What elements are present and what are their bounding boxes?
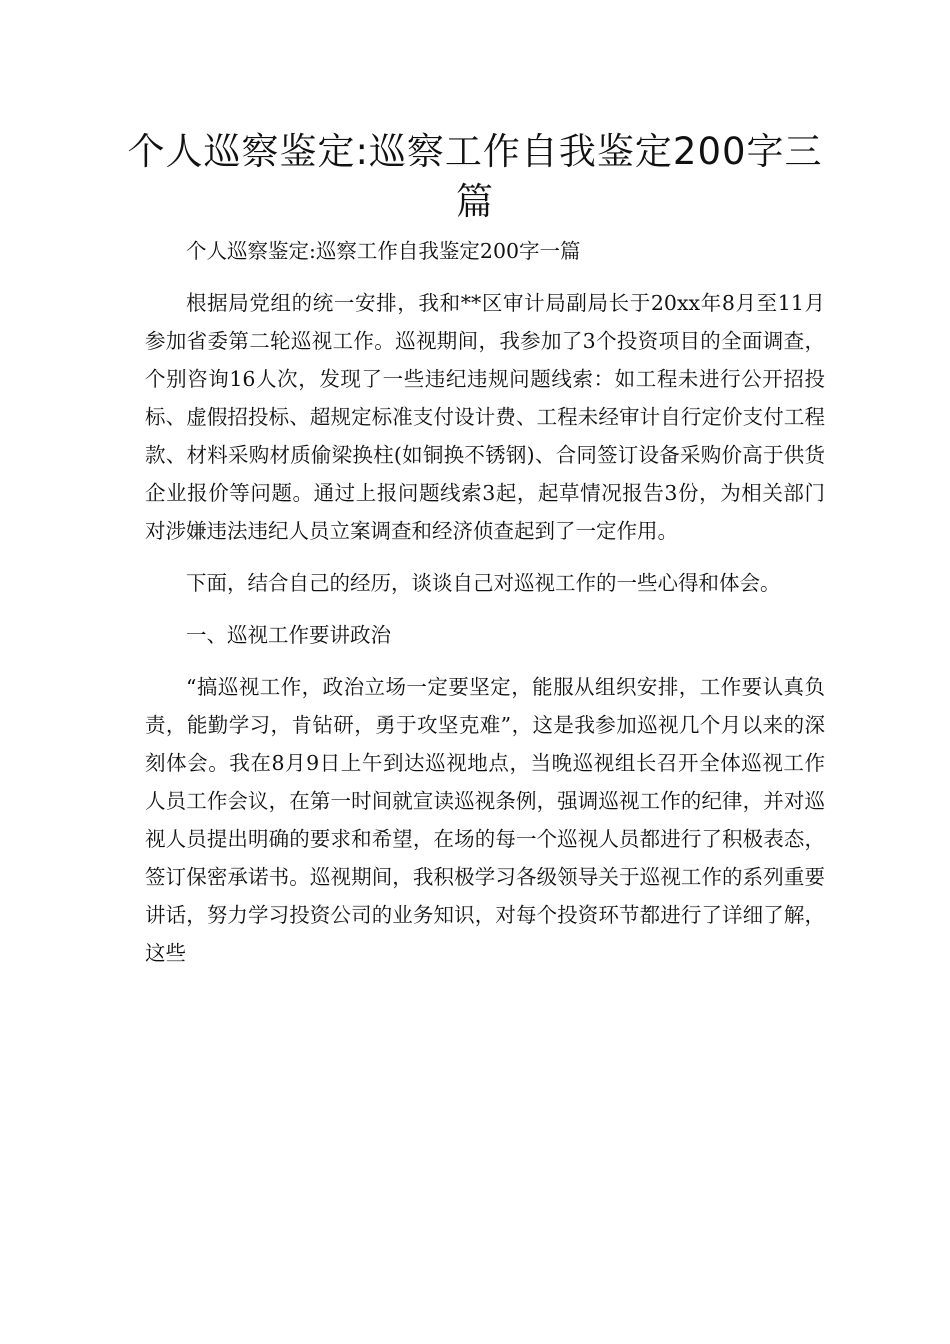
section-heading: 一、巡视工作要讲政治 bbox=[186, 623, 391, 647]
body-paragraph: 下面，结合自己的经历，谈谈自己对巡视工作的一些心得和体会。 bbox=[186, 571, 781, 595]
subtitle-paragraph: 个人巡察鉴定:巡察工作自我鉴定200字一篇 bbox=[186, 239, 581, 263]
document-body bbox=[145, 232, 825, 972]
body-paragraph: 根据局党组的统一安排，我和**区审计局副局长于20xx年8月至11月参加省委第二轮巡视工作。巡视期间，我参加了3个投资项目的全面调查，个别咨询16人次，发现了一些违纪违规问题线索：如工程未进行公开招投标、虚假招投标、超规定标准支付设计费、工程未经审计自行定价支付工程款、材料采购材质偷梁换柱(如铜换不锈钢)、合同签订设备采购价高于供货企业报价等问题。通过上报问题线索3起，起草情况报告3份，为相关部门对涉嫌违法违纪人员立案调查和经济侦查起到了一定作用。 bbox=[145, 291, 825, 543]
document-title: 个人巡察鉴定:巡察工作自我鉴定200字三篇 bbox=[127, 130, 823, 223]
body-paragraph: “搞巡视工作，政治立场一定要坚定，能服从组织安排，工作要认真负责，能勤学习，肯钻研，勇于攻坚克难”，这是我参加巡视几个月以来的深刻体会。我在8月9日上午到达巡视地点，当晚巡视组长召开全体巡视工作人员工作会议，在第一时间就宣读巡视条例，强调巡视工作的纪律，并对巡视人员提出明确的要求和希望，在场的每一个巡视人员都进行了积极表态，签订保密承诺书。巡视期间，我积极学习各级领导关于巡视工作的系列重要讲话，努力学习投资公司的业务知识，对每个投资环节都进行了详细了解，这些 bbox=[145, 675, 825, 965]
